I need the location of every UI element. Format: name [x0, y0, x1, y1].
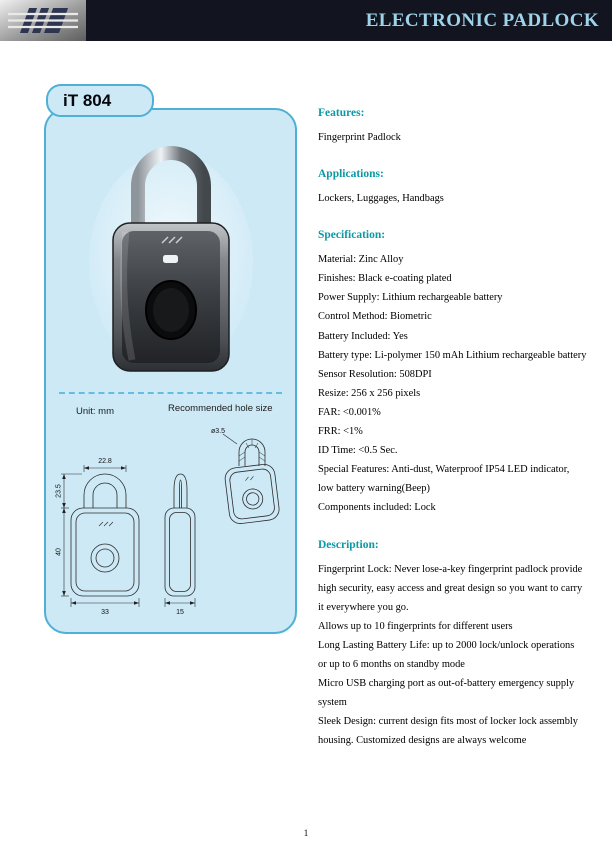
dim-label-shackle-height: 23.5	[55, 484, 63, 498]
dim-label-side-depth: 15	[176, 609, 184, 616]
description-line: housing. Customized designs are always welcome	[318, 735, 527, 747]
description-line: Allows up to 10 fingerprints for different users	[318, 620, 513, 632]
spec-content	[318, 106, 596, 770]
dim-label-shackle-width: 22.8	[98, 458, 112, 465]
led-indicator	[163, 255, 178, 263]
section-heading-specification: Specification:	[318, 229, 386, 242]
section-heading-features: Features:	[318, 107, 365, 119]
dim-label-body-width: 33	[101, 609, 109, 616]
spec-line: Material: Zinc Alloy	[318, 254, 404, 266]
section-heading-description: Description:	[318, 538, 379, 551]
description-line: system	[318, 697, 347, 709]
description-line: it everywhere you go.	[318, 601, 409, 613]
spec-line: Special Features: Anti-dust, Waterproof IP54 LED indicator,	[318, 464, 570, 476]
side-view-drawing	[165, 474, 195, 596]
header-bar	[0, 0, 612, 41]
spec-line: FRR: <1%	[318, 426, 363, 438]
spec-line: Control Method: Biometric	[318, 311, 432, 323]
spec-line: Components included: Lock	[318, 502, 436, 514]
description-line: high security, easy access and great design so you want to carry	[318, 582, 583, 594]
spec-line: Battery Included: Yes	[318, 330, 408, 342]
section-description	[318, 538, 596, 751]
model-label: iT 804	[63, 90, 112, 110]
dimension-arrows	[62, 466, 195, 605]
description-line: Sleek Design: current design fits most of locker lock assembly	[318, 716, 578, 728]
dimension-lines	[61, 465, 195, 607]
description-line: Long Lasting Battery Life: up to 2000 lock/unlock operations	[318, 639, 575, 651]
description-line: Fingerprint Lock: Never lose-a-key fingerprint padlock provide	[318, 563, 583, 575]
spec-line: low battery warning(Beep)	[318, 483, 430, 495]
unit-label: Unit: mm	[76, 406, 114, 417]
dim-label-body-height: 40	[55, 548, 63, 556]
brand-logo-icon	[0, 0, 86, 41]
technical-drawings	[53, 418, 291, 628]
page-title: ELECTRONIC PADLOCK	[365, 9, 599, 31]
spec-line: ID Time: <0.5 Sec.	[318, 445, 398, 457]
front-view-drawing	[71, 474, 139, 596]
spec-line: Battery type: Li-polymer 150 mAh Lithium rechargeable battery	[318, 349, 587, 361]
hole-size-label: Recommended hole size	[168, 403, 273, 414]
features-line: Fingerprint Padlock	[318, 132, 401, 143]
hole-leader-line	[223, 434, 237, 444]
description-line: Micro USB charging port as out-of-battery emergency supply	[318, 678, 575, 690]
product-photo	[86, 128, 256, 385]
section-heading-applications: Applications:	[318, 168, 384, 181]
product-panel	[44, 108, 297, 634]
page-number: 1	[303, 828, 309, 838]
description-line: or up to 6 months on standby mode	[318, 658, 465, 670]
dashed-divider	[59, 392, 282, 394]
brand-logo	[0, 0, 86, 41]
applications-line: Lockers, Luggages, Handbags	[318, 193, 444, 205]
model-tab	[46, 84, 154, 117]
dim-label-hole-diameter: ø3.5	[210, 428, 226, 435]
spec-line: FAR: <0.001%	[318, 406, 381, 418]
padlock-photo-illustration	[86, 128, 256, 380]
fingerprint-sensor-inner	[153, 288, 189, 332]
spec-line: Finishes: Black e-coating plated	[318, 273, 452, 285]
spec-line: Sensor Resolution: 508DPI	[318, 368, 432, 380]
spec-line: Resize: 256 x 256 pixels	[318, 387, 421, 399]
spec-line: Power Supply: Lithium rechargeable battery	[318, 292, 503, 304]
perspective-view-drawing	[223, 434, 280, 525]
section-features	[318, 106, 596, 147]
section-specification	[318, 228, 596, 517]
section-applications	[318, 167, 596, 208]
